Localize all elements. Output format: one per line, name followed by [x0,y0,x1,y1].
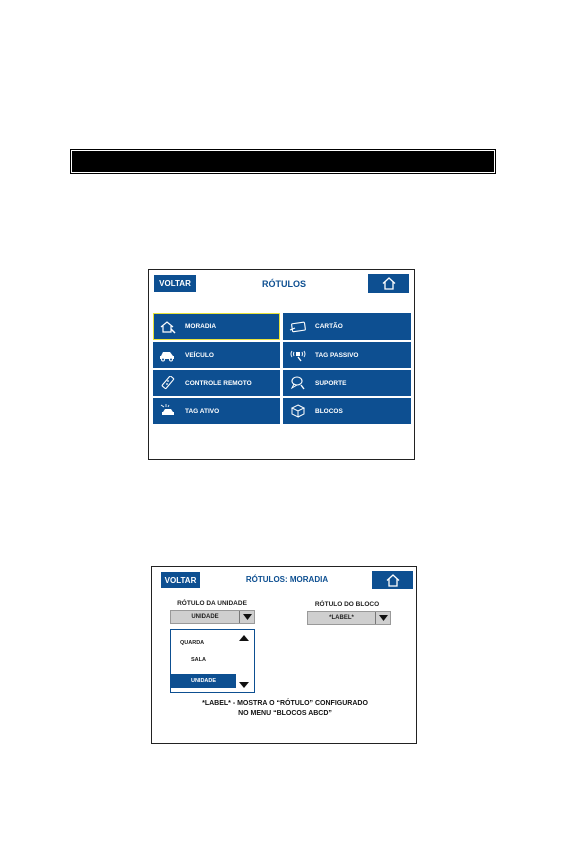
tile-label: BLOCOS [315,407,343,415]
unit-select-value: UNIDADE [191,614,219,620]
option-unidade[interactable]: UNIDADE [171,674,236,688]
unit-select[interactable] [170,610,255,624]
house-icon [157,319,179,335]
tile-tag-ativo[interactable] [153,398,280,424]
tile-label: TAG PASSIVO [315,351,359,359]
active-tag-car-icon [157,403,179,419]
section-header-bar [71,150,495,173]
moradia-labels-screen [151,566,417,744]
tile-label: SUPORTE [315,379,347,387]
tile-label: MORADIA [185,323,217,330]
card-icon [287,319,309,335]
tile-tag-passivo[interactable] [283,342,411,368]
chevron-down-icon[interactable] [375,612,390,624]
tile-controle-remoto[interactable] [153,370,280,396]
tile-veiculo[interactable] [153,342,280,368]
tile-label: TAG ATIVO [185,407,220,415]
block-select[interactable] [307,611,391,625]
option-sala[interactable]: SALA [191,657,206,663]
scroll-down-icon[interactable] [239,682,249,688]
unit-label: RÓTULO DA UNIDADE [177,600,247,607]
back-button[interactable]: VOLTAR [154,275,196,292]
unit-options-dropdown [170,629,255,693]
chevron-down-icon[interactable] [239,611,254,623]
page-title: RÓTULOS: MORADIA [245,575,329,584]
tile-label: CONTROLE REMOTO [185,379,252,387]
home-button[interactable] [372,571,413,589]
block-label: RÓTULO DO BLOCO [314,601,380,608]
tile-suporte[interactable] [283,370,411,396]
tile-blocos[interactable] [283,398,411,424]
back-button[interactable]: VOLTAR [161,572,200,588]
car-icon [157,347,179,363]
blocks-icon [287,403,309,419]
page-title: RÓTULOS [262,279,306,289]
option-quarda[interactable]: QUARDA [180,640,205,646]
scroll-up-icon[interactable] [239,635,249,641]
tile-label: VEÍCULO [185,351,214,359]
tile-label: CARTÃO [315,323,343,330]
note-line-1: *LABEL* - MOSTRA O “RÓTULO” CONFIGURADO [202,700,368,707]
labels-menu-screen [148,269,415,460]
home-icon [386,574,400,587]
block-select-value: *LABEL* [329,615,354,621]
chat-support-icon [287,375,309,391]
tile-cartao[interactable] [283,313,411,340]
home-button[interactable] [368,274,409,293]
remote-control-icon [157,375,179,391]
rfid-tag-icon [287,347,309,363]
home-icon [382,277,396,290]
tile-moradia[interactable] [153,313,280,340]
note-line-2: NO MENU “BLOCOS ABCD” [238,710,332,717]
